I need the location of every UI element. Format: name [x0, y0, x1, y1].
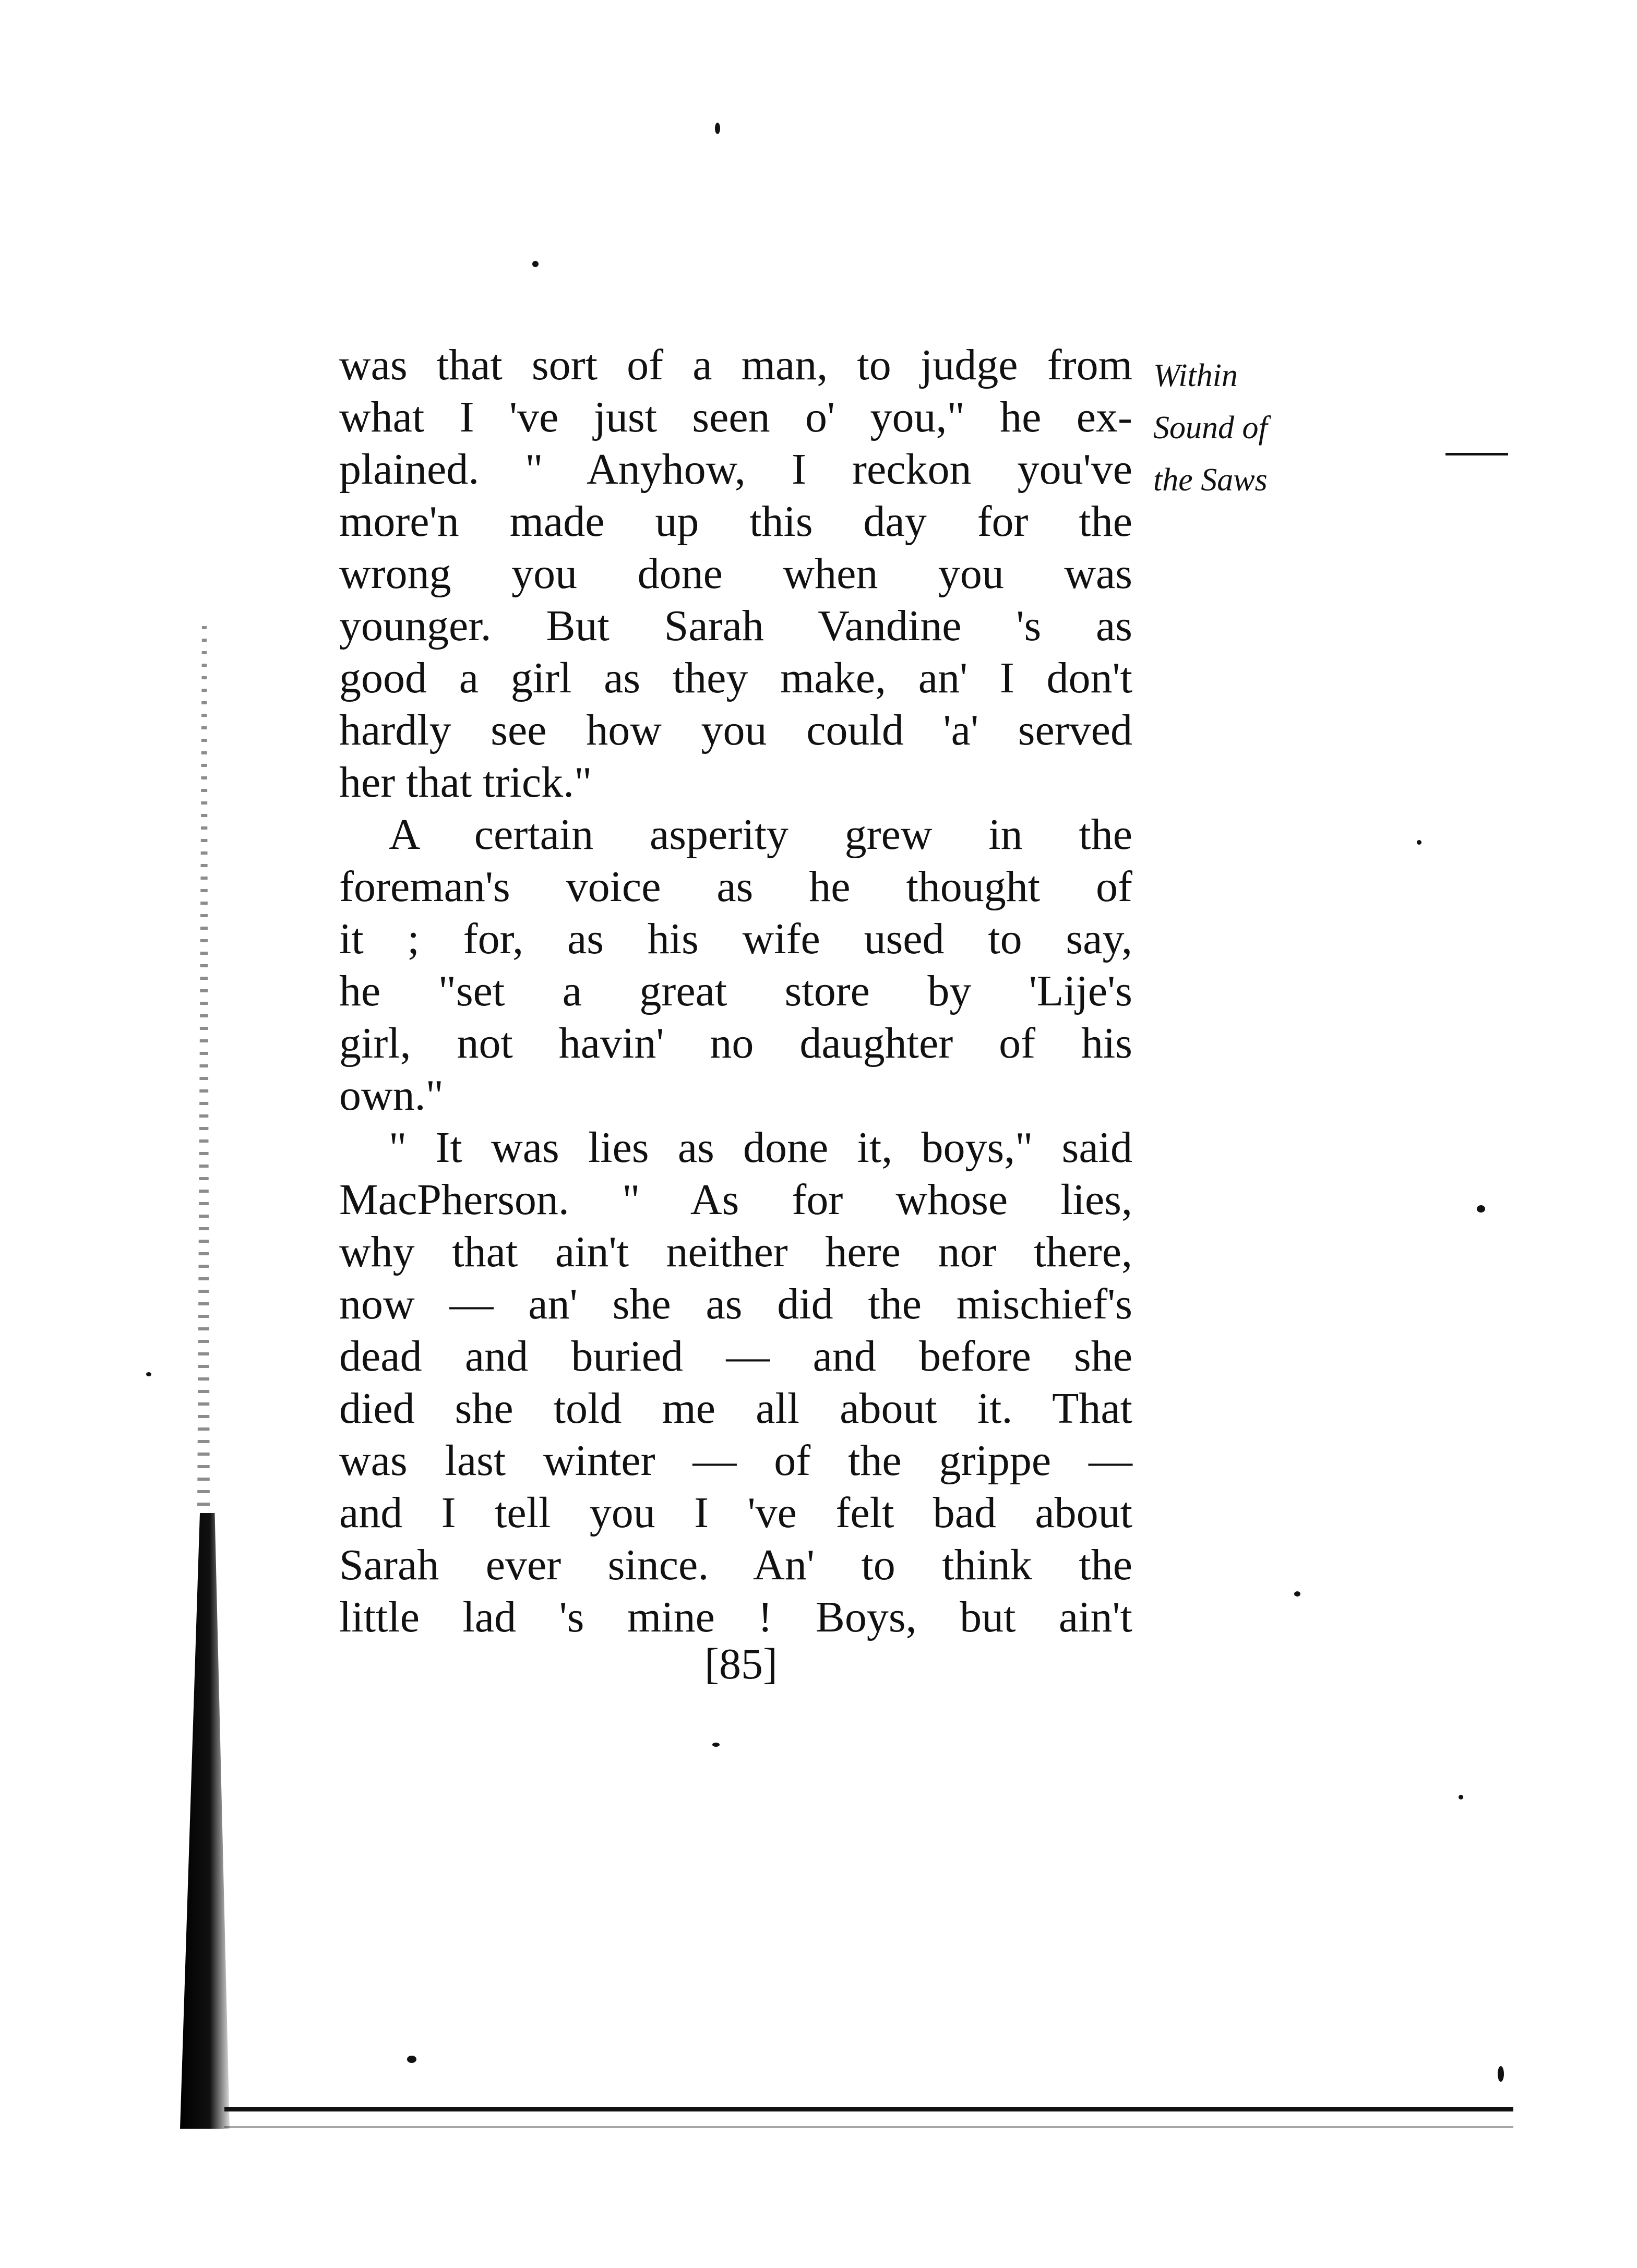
text-line: little lad 's mine ! Boys, but ain't [339, 1593, 1132, 1641]
dust-speck [715, 123, 720, 134]
text-line: died she told me all about it. That [339, 1384, 1132, 1433]
text-line: " It was lies as done it, boys," said [389, 1123, 1132, 1172]
text-line: girl, not havin' no daughter of his [339, 1019, 1132, 1067]
text-line: what I 've just seen o' you," he ex- [339, 393, 1132, 441]
dust-speck [1498, 2066, 1504, 2082]
text-line: was that sort of a man, to judge from [339, 341, 1132, 389]
dust-speck [1417, 840, 1421, 845]
dust-speck [712, 1743, 720, 1747]
margin-note-line: Within [1153, 358, 1238, 393]
text-line: MacPherson. " As for whose lies, [339, 1175, 1132, 1224]
text-line: hardly see how you could 'a' served [339, 706, 1132, 754]
text-line: A certain asperity grew in the [389, 810, 1132, 859]
dust-speck [407, 2056, 416, 2063]
text-line: more'n made up this day for the [339, 497, 1132, 546]
dust-speck [1477, 1205, 1485, 1213]
text-line: good a girl as they make, an' I don't [339, 654, 1132, 702]
body-text [339, 339, 1132, 1643]
text-line: it ; for, as his wife used to say, [339, 915, 1132, 963]
margin-note-line: the Saws [1153, 462, 1268, 498]
text-line: dead and buried — and before she [339, 1332, 1132, 1381]
text-line: own." [339, 1071, 444, 1120]
text-line: foreman's voice as he thought of [339, 862, 1132, 911]
dust-speck [1459, 1795, 1463, 1799]
text-line: now — an' she as did the mischief's [339, 1280, 1132, 1328]
dust-speck [146, 1372, 151, 1376]
text-line: why that ain't neither here nor there, [339, 1228, 1132, 1276]
text-line: her that trick." [339, 758, 592, 807]
page-number: [85] [704, 1640, 778, 1688]
bottom-rule-shadow [224, 2126, 1513, 2128]
margin-note [1153, 350, 1320, 506]
text-line: wrong you done when you was [339, 549, 1132, 598]
text-line: younger. But Sarah Vandine 's as [339, 602, 1132, 650]
bottom-rule [224, 2107, 1513, 2111]
dust-speck [532, 261, 539, 267]
text-line: plained. " Anyhow, I reckon you've [339, 445, 1132, 494]
text-line: and I tell you I 've felt bad about [339, 1489, 1132, 1537]
text-line: Sarah ever since. An' to think the [339, 1541, 1132, 1589]
margin-rule [1445, 453, 1508, 455]
text-line: he "set a great store by 'Lije's [339, 967, 1132, 1015]
text-line: was last winter — of the grippe — [339, 1436, 1132, 1485]
dust-speck [1294, 1591, 1300, 1597]
margin-note-line: Sound of [1153, 410, 1268, 446]
gutter-scan-speckle [188, 626, 219, 1513]
gutter-scan-shadow [180, 1513, 230, 2129]
